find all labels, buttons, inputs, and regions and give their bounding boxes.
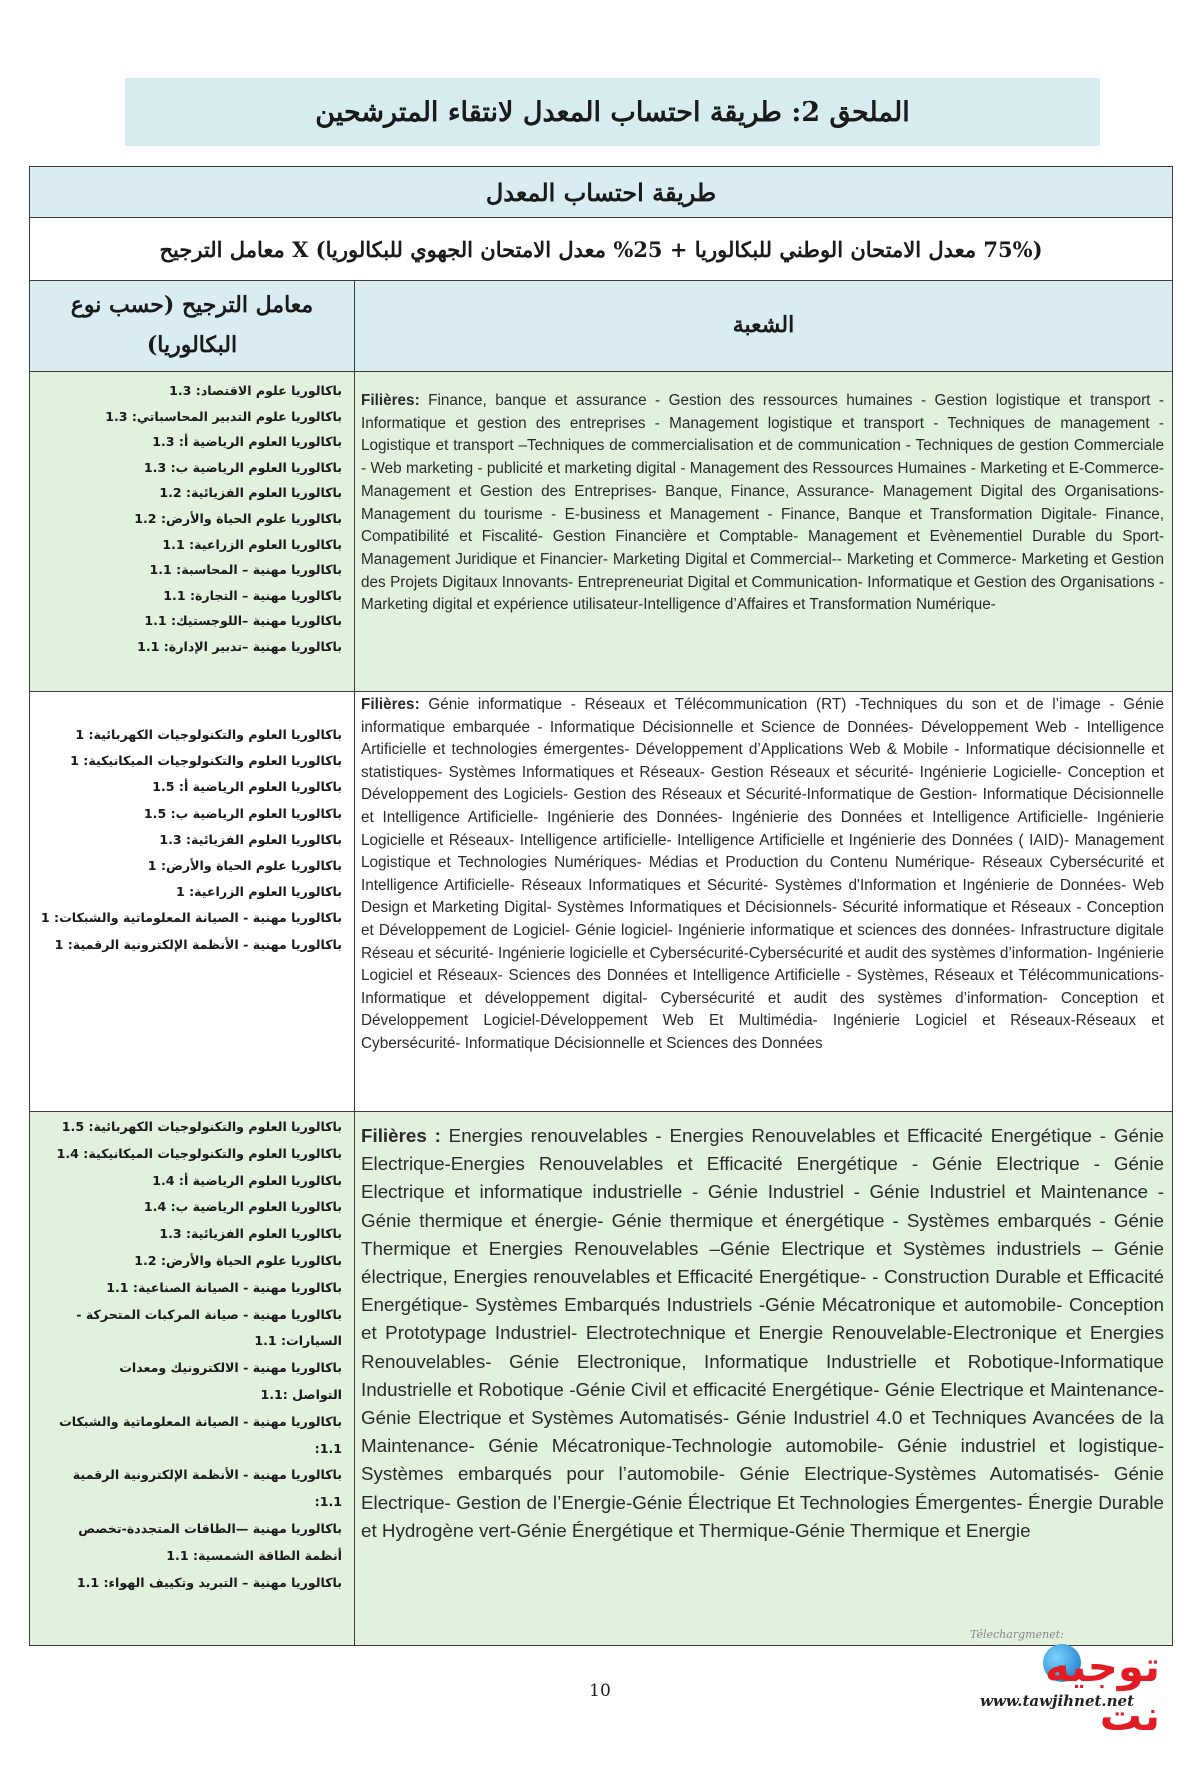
- coef-item: باكالوريا مهنية – التجارة: 1.1: [163, 587, 342, 603]
- coef-item: باكالوريا مهنية - الصيانة الصناعية: 1.1: [106, 1279, 342, 1295]
- coef-item: باكالوريا مهنية –تدبير الإدارة: 1.1: [137, 638, 342, 654]
- calculation-table: [29, 166, 1173, 1646]
- coef-item: باكالوريا العلوم الفزيائية: 1.3: [159, 831, 342, 847]
- coef-item: باكالوريا علوم الحياة والأرض: 1.2: [134, 510, 342, 526]
- coef-item: باكالوريا علوم التدبير المحاسباتي: 1.3: [105, 408, 342, 424]
- tawjihnet-logo[interactable]: [960, 1628, 1160, 1748]
- coef-item: السيارات: 1.1: [254, 1333, 342, 1349]
- filiere-column-header: الشعبة: [355, 281, 1173, 372]
- filiere-label: Filières:: [361, 696, 420, 713]
- formula-row: (75% معدل الامتحان الوطني للبكالوريا + 25% معدل الامتحان الجهوي للبكالوريا) X معامل الترجيح: [30, 218, 1173, 281]
- coef-item: باكالوريا العلوم والتكنولوجيات الميكانيكية: 1.4: [56, 1145, 342, 1161]
- coef-list-2: [30, 692, 354, 962]
- coef-column-header: [30, 281, 355, 372]
- page-title-banner: [125, 78, 1100, 146]
- filiere-list: Energies renouvelables - Energies Renouvelables et Efficacité Energétique - Génie Electrique-Energies Renouvelables et Efficacité Energétique - Génie Electrique - Génie Electrique et informatique industrielle - Génie Industriel - Génie Industriel et Maintenance - Génie thermique et énergie- Génie thermique et énergétique - Systèmes embarqués - Génie Thermique et Energies Renouvelables –Génie Electrique et Systèmes industriels – Génie électrique, Energies renouvelables et Efficacité Energétique- - Construction Durable et Efficacité Energétique- Systèmes Embarqués Industriels -Génie Mécatronique et automobile- Conception et Prototypage Industriel- Electrotechnique et Energie Renouvelable-Electronique et Energies Renouvelables- Génie Electronique, Informatique Industrielle et Robotique-Informatique Industrielle et Robotique -Génie Civil et efficacité Energétique- Génie Electrique et Maintenance- Génie Electrique et Systèmes Automatisés- Génie Industriel 4.0 et Techniques Avancées de la Maintenance- Génie Mécatronique-Technologie automobile- Génie industriel et logistique- Systèmes embarqués pour l’automobile- Génie Electrique-Systèmes Automatisés- Génie Electrique- Gestion de l’Energie-Génie Électrique Et Technologies Émergentes- Énergie Durable et Hydrogène vert-Génie Énergétique et Thermique-Génie Thermique et Energie: [361, 1125, 1165, 1541]
- filiere-label: Filières:: [361, 392, 420, 409]
- logo-brand: توجيه نت: [1045, 1642, 1160, 1740]
- filiere-cell-1: [355, 372, 1173, 692]
- method-header: طريقة احتساب المعدل: [30, 167, 1173, 218]
- download-label: Télechargmenet:: [970, 1628, 1064, 1641]
- coef-item: باكالوريا مهنية –اللوجستيك: 1.1: [144, 613, 342, 629]
- coef-item: أنظمة الطاقة الشمسية: 1.1: [166, 1547, 342, 1563]
- coef-item: باكالوريا مهنية – التبريد وتكييف الهواء: 1.1: [76, 1574, 342, 1590]
- coef-item: باكالوريا العلوم الرياضية ب: 1.3: [143, 459, 342, 475]
- coef-item: باكالوريا مهنية - الصيانة المعلوماتية والشبكات: 1: [40, 910, 342, 926]
- coef-item: باكالوريا العلوم الزراعية: 1.1: [162, 536, 342, 552]
- coef-item: باكالوريا علوم الحياة والأرض: 1.2: [134, 1252, 342, 1268]
- coef-cell-2: [30, 692, 355, 1112]
- filiere-text-1: [355, 372, 1172, 617]
- coef-item: باكالوريا العلوم والتكنولوجيات الميكانيكية: 1: [70, 753, 342, 769]
- filiere-text-3: [355, 1112, 1172, 1545]
- coef-item: التواصل :1.1: [260, 1386, 342, 1402]
- coef-item: باكالوريا مهنية - الأنظمة الإلكترونية الرقمية: 1: [54, 936, 342, 952]
- coef-item: باكالوريا العلوم الفزيائية: 1.2: [159, 485, 342, 501]
- coef-header-line2: البكالوريا): [146, 332, 238, 358]
- coef-header-line1: معامل الترجيح (حسب نوع: [70, 292, 314, 319]
- filiere-cell-3: [355, 1112, 1173, 1646]
- filiere-list: Finance, banque et assurance - Gestion des ressources humaines - Gestion logistique et transport - Informatique et gestion des entreprises - Management logistique et transport - Techniques de management - Logistique et transport –Techniques de commercialisation et de communication - Techniques de gestion Commerciale - Web marketing - publicité et marketing digital - Management des Ressources Humaines - Marketing et E-Commerce- Management et Gestion des Entreprises- Banque, Finance, Assurance- Management Digital des Organisations- Management du tourisme - E-business et Management - Finance, Banque et Transformation Digitale- Finance, Compatibilité et Fiscalité- Gestion Financière et Comptable- Management et Evènementiel Durable du Sport- Management Juridique et Financier- Marketing Digital et Commercial-- Marketing et Commerce- Marketing et Gestion des Projets Digitaux Innovants- Entrepreneuriat Digital et Communication- Informatique et Gestion des Organisations -Marketing digital et expérience utilisateur-Intelligence d’Affaires et Transformation Numérique-: [361, 392, 1164, 614]
- coef-item: باكالوريا العلوم الرياضية أ: 1.5: [152, 779, 342, 795]
- coef-item: باكالوريا مهنية - الالكترونيك ومعدات: [119, 1360, 342, 1376]
- coef-item: باكالوريا العلوم الرياضية أ: 1.4: [152, 1172, 342, 1188]
- coef-item: باكالوريا علوم الحياة والأرض: 1: [147, 858, 342, 874]
- coef-item: باكالوريا العلوم الرياضية ب: 1.4: [143, 1199, 342, 1215]
- coef-item: باكالوريا العلوم الزراعية: 1: [175, 884, 342, 900]
- coef-cell-1: [30, 372, 355, 692]
- coef-item: باكالوريا العلوم الرياضية أ: 1.3: [152, 434, 342, 450]
- coef-item: باكالوريا العلوم الرياضية ب: 1.5: [143, 805, 342, 821]
- coef-item: 1.1:: [314, 1440, 342, 1456]
- page-number: 10: [589, 1681, 611, 1701]
- coef-item: باكالوريا العلوم والتكنولوجيات الكهربائية: 1: [75, 727, 342, 742]
- coef-item: 1.1:: [314, 1494, 342, 1510]
- coef-item: باكالوريا مهنية - الصيانة المعلوماتية والشبكات: [59, 1413, 342, 1429]
- coef-item: باكالوريا علوم الاقتصاد: 1.3: [169, 383, 342, 398]
- filiere-cell-2: [355, 692, 1173, 1112]
- filiere-label: Filières :: [361, 1125, 441, 1146]
- filiere-list: Génie informatique - Réseaux et Télécommunication (RT) -Techniques du son et de l’image - Génie informatique embarquée - Informatique Décisionnelle et Science de Données- Développement Web - Intelligence Artificielle et technologies émergentes- Développement d’Applications Web & Mobile - Informatique décisionnelle et statistiques- Systèmes Informatiques et Réseaux- Gestion Réseaux et sécurité- Ingénierie Logicielle- Conception et Développement des Logiciels- Gestion des Réseaux et Sécurité-Informatique de Gestion- Informatique Décisionnelle et Intelligence Artificielle- Ingénierie des Données- Ingénierie des Données et Intelligence Artificielle- Ingénierie Logicielle et Réseaux- Intelligence artificielle- Intelligence Artificielle et Ingénierie des Données ( IAID)- Management Logistique et Technologies Numériques- Médias et Production du Contenu Numérique- Réseaux Cybersécurité et Intelligence Artificielle- Réseaux Informatiques et Sécurité- Systèmes d'Information et Ingénierie de Données- Web Design et Marketing Digital- Systèmes Informatiques et Décisionnels- Sécurité informatique et Réseaux - Conception et Développement de Logiciel- Génie logiciel- Ingénierie informatique et sciences des données- Infrastructure digitale Réseau et sécurité- Ingénierie logicielle et Cybersécurité-Cybersécurité et audit des systèmes d’information- Ingénierie Logiciel et Réseaux- Sciences des Données et Intelligence Artificielle - Systèmes, Réseaux et Télécommunications- Informatique et développement digital- Cybersécurité et audit des systèmes d’information- Conception et Développement Logiciel-Développement Web Et Multimédia- Ingénierie Logiciel et Réseaux-Réseaux et Cybersécurité- Informatique Décisionnelle et Sciences des Données: [361, 696, 1164, 1052]
- coef-item: باكالوريا العلوم والتكنولوجيات الكهربائية: 1.5: [61, 1119, 342, 1134]
- coef-item: باكالوريا مهنية – المحاسبة: 1.1: [149, 562, 342, 578]
- logo-url[interactable]: www.tawjihnet.net: [980, 1692, 1135, 1710]
- coef-list-3: [30, 1112, 354, 1600]
- coef-cell-3: [30, 1112, 355, 1646]
- coef-item: باكالوريا مهنية —الطاقات المتجددة-تخصص: [78, 1520, 342, 1536]
- coef-item: باكالوريا مهنية - صيانة المركبات المتحركة -: [76, 1306, 342, 1322]
- coef-item: باكالوريا العلوم الفزيائية: 1.3: [159, 1226, 342, 1242]
- coef-item: باكالوريا مهنية - الأنظمة الإلكترونية الرقمية: [72, 1467, 342, 1483]
- filiere-text-2: [355, 692, 1172, 1056]
- coef-list-1: [30, 372, 354, 664]
- page-title: الملحق 2: طريقة احتساب المعدل لانتقاء المترشحين: [315, 96, 910, 128]
